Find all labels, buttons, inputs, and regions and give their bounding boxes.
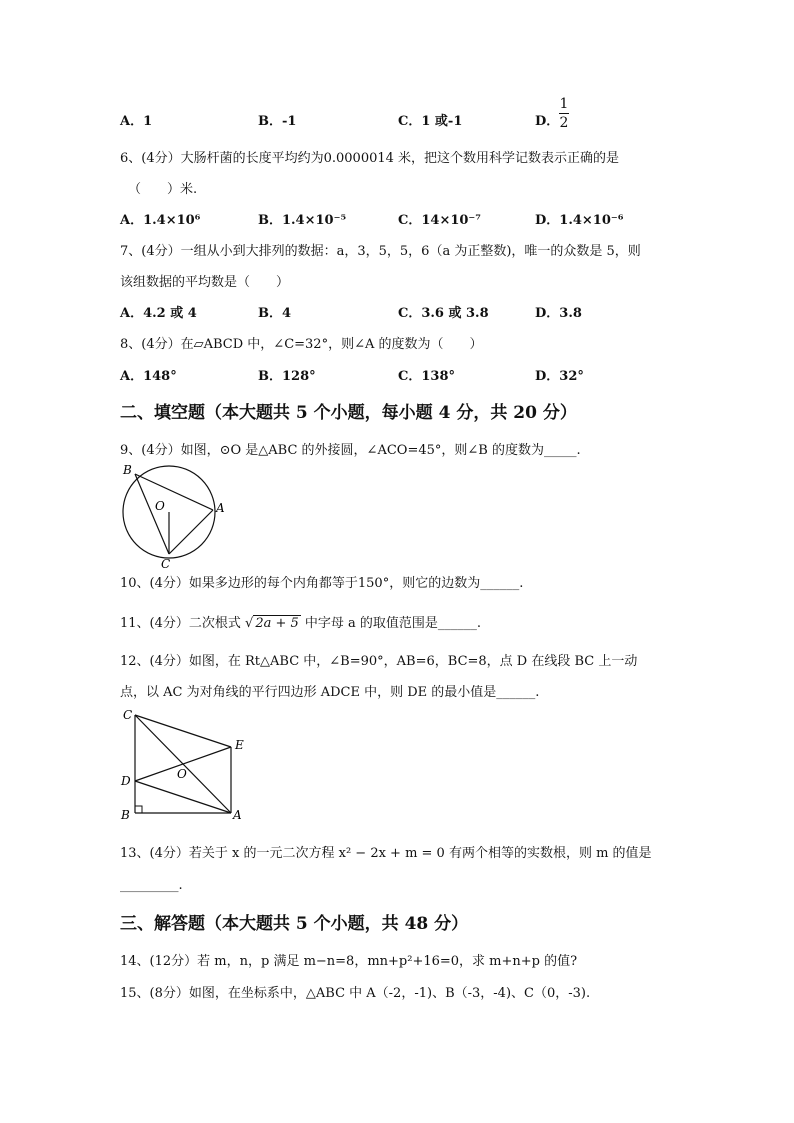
q13-text-line1: 13、(4分）若关于 x 的一元二次方程 x² − 2x + m = 0 有两个相等的实数根，则 m 的值是 (120, 846, 652, 861)
q11-prefix: 11、(4分）二次根式 (120, 616, 241, 631)
q7-text-line2: 该组数据的平均数是（ ） (120, 275, 290, 290)
label-b: B (121, 808, 130, 822)
fraction-denominator: 2 (559, 115, 569, 131)
q6-option-c: C．14×10⁻⁷ (398, 213, 481, 228)
q6-option-a: A．1.4×10⁶ (120, 213, 201, 228)
label-c: C (123, 708, 133, 722)
q7-text-line1: 7、(4分）一组从小到大排列的数据：a，3，5，5，6（a 为正整数)，唯一的众数是 5，则 (120, 244, 641, 259)
q12-text-line1: 12、(4分）如图，在 Rt△ABC 中，∠B=90°，AB=6，BC=8，点 D 在线段 BC 上一动 (120, 654, 638, 669)
q5-option-d-fraction (557, 96, 571, 131)
q8-option-b: B．128° (258, 369, 316, 384)
segment-ac (169, 510, 213, 554)
section-3-heading: 三、解答题（本大题共 5 个小题，共 48 分） (120, 914, 469, 934)
q5-option-d: D． (535, 114, 560, 129)
label-d: D (121, 774, 131, 788)
q8-text: 8、(4分）在▱ABCD 中，∠C=32°，则∠A 的度数为（ ） (120, 337, 483, 352)
q11-radical (245, 615, 305, 631)
q6-option-b: B．1.4×10⁻⁵ (258, 213, 347, 228)
label-a: A (233, 808, 242, 822)
segment-oa-hidden (169, 510, 213, 512)
label-o: O (177, 767, 187, 781)
label-o: O (155, 499, 165, 513)
q9-circle-figure (115, 462, 230, 570)
q11-text (120, 612, 481, 631)
q11-radicand: 2a + 5 (255, 616, 299, 631)
radical-sign: √ (245, 616, 254, 631)
section-2-heading: 二、填空题（本大题共 5 个小题，每小题 4 分，共 20 分） (120, 403, 577, 423)
q13-text-line2: _________. (120, 878, 183, 893)
fraction-bar (559, 113, 569, 114)
label-b: B (123, 463, 132, 477)
q7-option-d: D．3.8 (535, 306, 582, 321)
q14-text: 14、(12分）若 m，n，p 满足 m−n=8，mn+p²+16=0，求 m+n+p 的值? (120, 954, 578, 969)
segment-bc (135, 474, 169, 554)
q6-option-d: D．1.4×10⁻⁶ (535, 213, 624, 228)
segment-da (135, 781, 231, 813)
q15-text: 15、(8分）如图，在坐标系中，△ABC 中 A（-2，-1)、B（-3，-4)、C（0，-3). (120, 986, 591, 1001)
q12-text-line2: 点，以 AC 为对角线的平行四边形 ADCE 中，则 DE 的最小值是______. (120, 685, 540, 700)
q8-option-c: C．138° (398, 369, 455, 384)
q6-text-line1: 6、(4分）大肠杆菌的长度平均约为0.0000014 米，把这个数用科学记数表示正确的是 (120, 151, 620, 166)
q8-option-d: D．32° (535, 369, 584, 384)
right-angle-mark (135, 806, 142, 813)
q7-option-c: C．3.6 或 3.8 (398, 306, 489, 321)
q5-option-a: A．1 (120, 114, 153, 129)
label-e: E (235, 738, 244, 752)
q5-option-b: B．-1 (258, 114, 297, 129)
q6-text-line2: （ ）米. (128, 182, 198, 197)
q8-option-a: A．148° (120, 369, 177, 384)
segment-ce (135, 715, 231, 747)
label-c: C (161, 557, 171, 570)
q11-suffix: 中字母 a 的取值范围是______. (304, 616, 482, 631)
q10-text: 10、(4分）如果多边形的每个内角都等于150°，则它的边数为______. (120, 576, 524, 591)
q7-option-a: A．4.2 或 4 (120, 306, 197, 321)
q5-option-c: C．1 或-1 (398, 114, 463, 129)
q9-text: 9、(4分）如图，⊙O 是△ABC 的外接圆，∠ACO=45°，则∠B 的度数为_____. (120, 443, 581, 458)
fraction-numerator: 1 (559, 96, 569, 112)
q12-parallelogram-figure (115, 705, 255, 827)
q7-option-b: B．4 (258, 306, 292, 321)
label-a: A (216, 501, 225, 515)
